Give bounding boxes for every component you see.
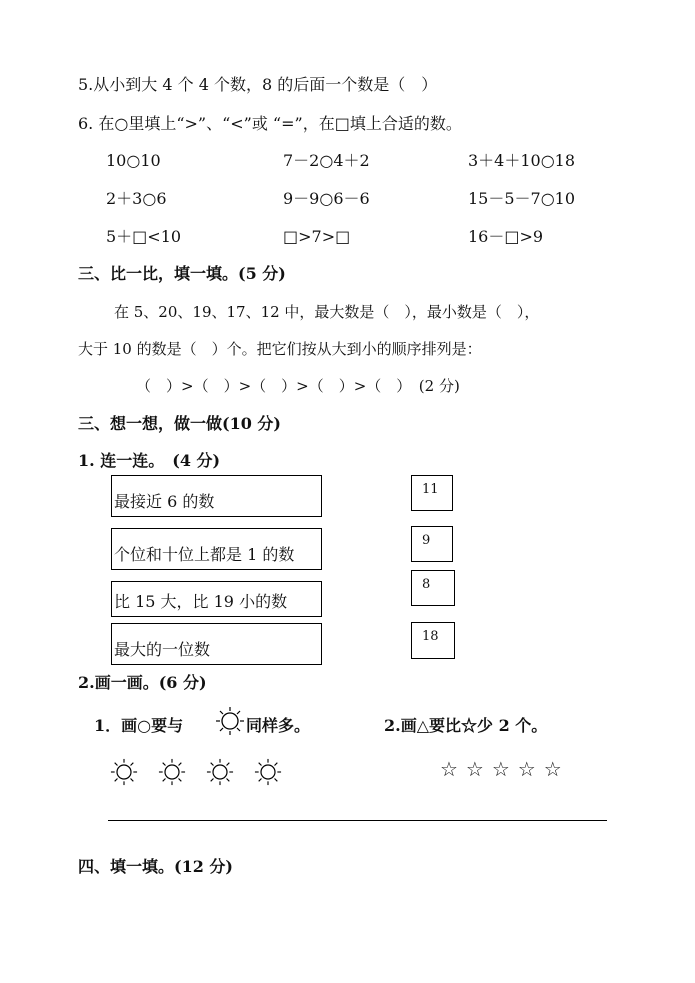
section-think-heading: 三、想一想，做一做(10 分) [78,414,281,433]
q6-r1c1: 10○10 [106,151,161,170]
question-6-title: 6. 在○里填上“>”、“<”或 “=”，在□填上合适的数。 [78,114,462,133]
q6-r2c1: 2＋3○6 [106,189,167,208]
section-compare-heading: 三、比一比，填一填。(5 分) [78,264,286,283]
draw-item-2: 2.画△要比☆少 2 个。 [384,716,548,735]
sun-icon [215,706,245,736]
q6-r3c1: 5＋□<10 [106,227,182,246]
q6-r3c2: □>7>□ [283,227,351,246]
draw-heading: 2.画一画。(6 分) [78,673,207,692]
left-box-1: 最接近 6 的数 [111,475,322,517]
left-box-4: 最大的一位数 [111,623,322,665]
right-box-3: 8 [411,570,455,606]
sun-icon [158,758,186,786]
q6-r2c2: 9－9○6－6 [283,189,370,208]
compare-line-3: （ ）>（ ）>（ ）>（ ）>（ ） (2 分) [136,377,460,395]
q6-r1c2: 7－2○4＋2 [283,151,370,170]
question-5: 5.从小到大 4 个 4 个数，8 的后面一个数是（ ） [78,75,438,94]
q6-r1c3: 3＋4＋10○18 [468,151,576,170]
right-box-4: 18 [411,622,455,659]
sun-icon [254,758,282,786]
right-box-2: 9 [411,526,453,562]
sun-icon [206,758,234,786]
sun-icon [110,758,138,786]
left-box-2: 个位和十位上都是 1 的数 [111,528,322,570]
connect-title: 1. 连一连。 (4 分) [78,451,221,470]
right-box-1: 11 [411,475,453,511]
q6-r2c3: 15－5－7○10 [468,189,576,208]
section-fill-heading: 四、填一填。(12 分) [78,857,233,876]
answer-line [108,820,607,821]
q6-r3c3: 16－□>9 [468,227,544,246]
draw-item-1-prefix: 1．画○要与 [94,716,184,735]
compare-line-1: 在 5、20、19、17、12 中，最大数是（ ），最小数是（ ）， [114,303,540,321]
star-row: ☆☆☆☆☆ [440,757,570,781]
compare-line-2: 大于 10 的数是（ ）个。把它们按从大到小的顺序排列是： [78,340,482,358]
draw-item-1-suffix: 同样多。 [246,716,311,735]
left-box-3: 比 15 大，比 19 小的数 [111,581,322,617]
